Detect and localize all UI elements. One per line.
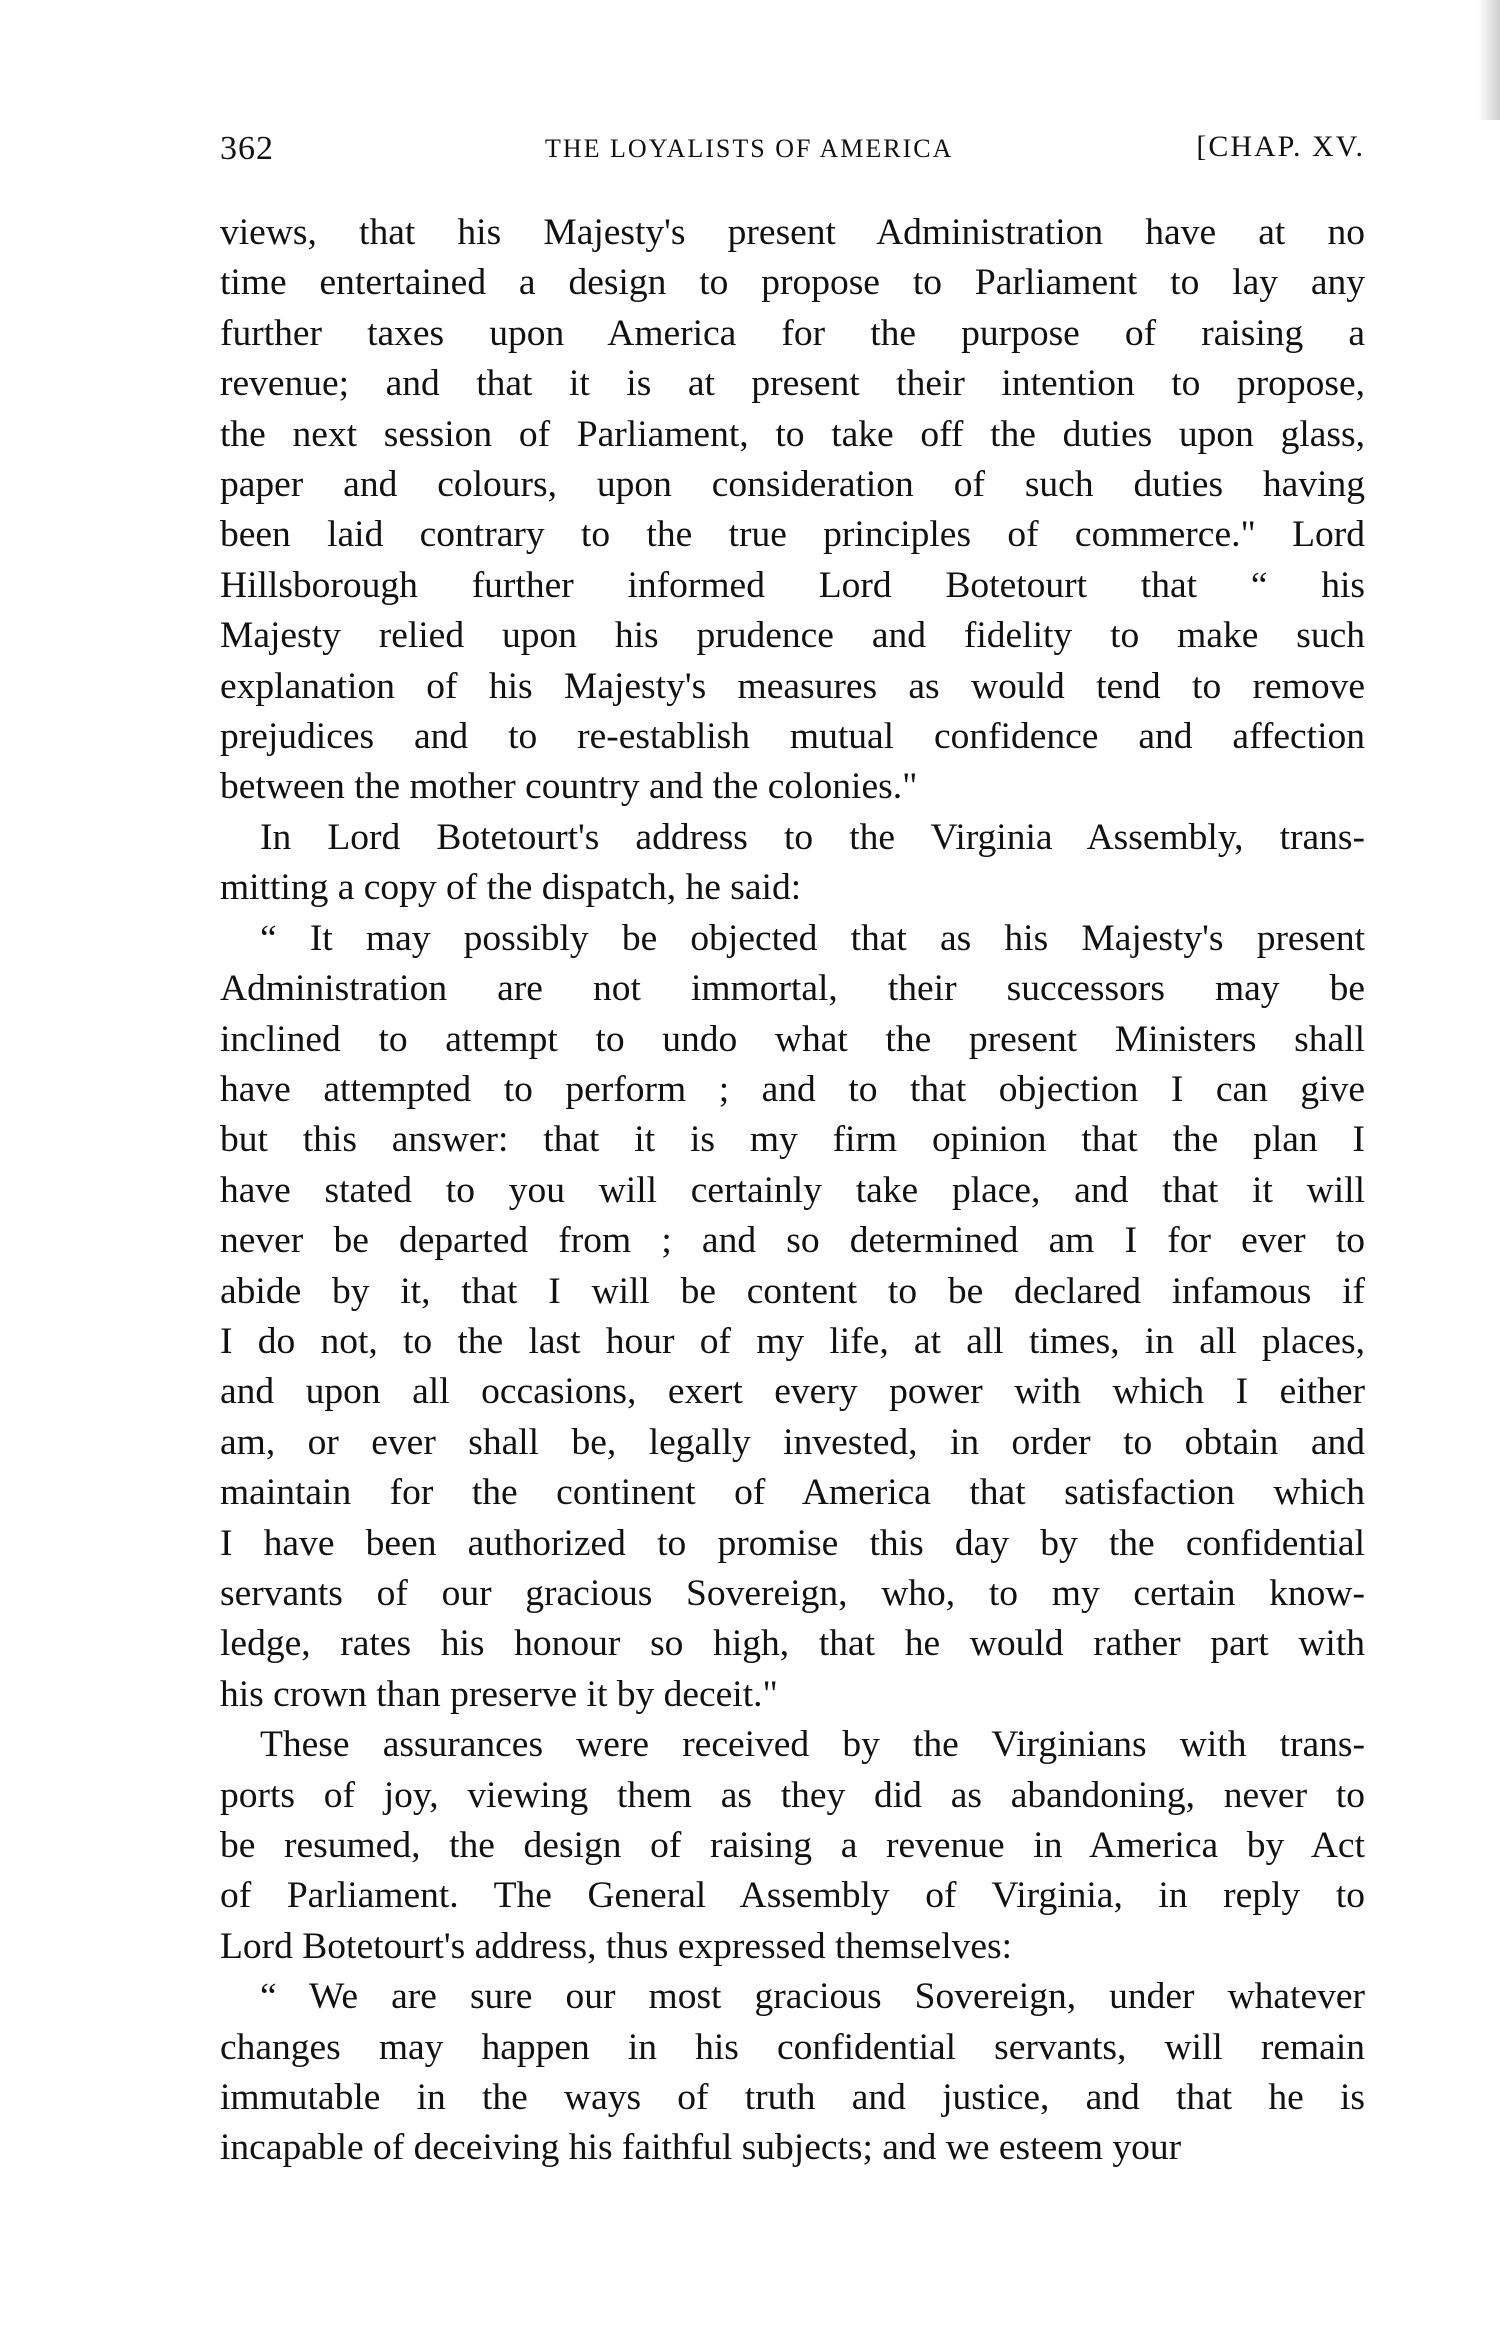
text-line: abide by it, that I will be content to be declared infamous if bbox=[220, 1270, 1365, 1312]
text-line: maintain for the continent of America that satisfaction which bbox=[220, 1472, 1365, 1514]
text-line: views, that his Majesty's present Administration have at no bbox=[220, 212, 1365, 253]
running-title: THE LOYALISTS OF AMERICA bbox=[545, 134, 954, 163]
text-line: incapable of deceiving his faithful subjects; and we esteem your bbox=[220, 2127, 1182, 2169]
paragraph bbox=[220, 1972, 1365, 2174]
text-line: ports of joy, viewing them as they did as abandoning, never to bbox=[220, 1774, 1365, 1816]
text-line: of Parliament. The General Assembly of Virginia, in reply to bbox=[220, 1875, 1365, 1917]
text-line: revenue; and that it is at present their intention to propose, bbox=[220, 363, 1365, 405]
text-line: the next session of Parliament, to take off the duties upon glass, bbox=[220, 413, 1365, 455]
text-line: These assurances were received by the Virginians with trans- bbox=[260, 1724, 1365, 1766]
text-line: inclined to attempt to undo what the present Ministers shall bbox=[220, 1018, 1365, 1060]
text-line: his crown than preserve it by deceit." bbox=[220, 1673, 778, 1715]
running-header bbox=[220, 130, 1365, 180]
book-page bbox=[220, 130, 1365, 2174]
paragraph bbox=[220, 208, 1365, 813]
text-line: further taxes upon America for the purpose of raising a bbox=[220, 312, 1365, 354]
text-line: changes may happen in his confidential servants, will remain bbox=[220, 2026, 1365, 2068]
text-line: time entertained a design to propose to Parliament to lay any bbox=[220, 262, 1365, 304]
text-line: and upon all occasions, exert every power with which I either bbox=[220, 1371, 1365, 1413]
text-line: but this answer: that it is my firm opinion that the plan I bbox=[220, 1119, 1365, 1161]
text-line: I do not, to the last hour of my life, at all times, in all places, bbox=[220, 1320, 1365, 1362]
text-line: have attempted to perform ; and to that objection I can give bbox=[220, 1068, 1365, 1110]
text-line: servants of our gracious Sovereign, who, to my certain know- bbox=[220, 1572, 1365, 1614]
text-line: am, or ever shall be, legally invested, in order to obtain and bbox=[220, 1421, 1365, 1463]
text-line: Majesty relied upon his prudence and fidelity to make such bbox=[220, 615, 1365, 657]
text-line: ledge, rates his honour so high, that he would rather part with bbox=[220, 1623, 1365, 1665]
text-line: “ It may possibly be objected that as his Majesty's present bbox=[260, 917, 1365, 959]
paragraph bbox=[220, 813, 1365, 914]
text-line: Hillsborough further informed Lord Botetourt that “ his bbox=[220, 564, 1365, 606]
text-line: been laid contrary to the true principles of commerce." Lord bbox=[220, 514, 1365, 556]
text-line: In Lord Botetourt's address to the Virginia Assembly, trans- bbox=[260, 816, 1365, 858]
page-number: 362 bbox=[220, 130, 274, 167]
body-text bbox=[220, 208, 1365, 2174]
text-line: be resumed, the design of raising a revenue in America by Act bbox=[220, 1825, 1365, 1866]
text-line: paper and colours, upon consideration of such duties having bbox=[220, 464, 1365, 506]
text-line: I have been authorized to promise this day by the confidential bbox=[220, 1522, 1365, 1564]
text-line: explanation of his Majesty's measures as would tend to remove bbox=[220, 665, 1365, 707]
text-line: never be departed from ; and so determined am I for ever to bbox=[220, 1220, 1365, 1262]
text-line: Administration are not immortal, their successors may be bbox=[220, 968, 1365, 1010]
text-line: have stated to you will certainly take place, and that it will bbox=[220, 1169, 1365, 1211]
page-edge-shadow bbox=[1478, 0, 1500, 120]
text-line: prejudices and to re-establish mutual confidence and affection bbox=[220, 716, 1365, 758]
text-line: between the mother country and the colonies." bbox=[220, 766, 918, 808]
text-line: immutable in the ways of truth and justice, and that he is bbox=[220, 2077, 1365, 2119]
chapter-mark: [CHAP. XV. bbox=[1196, 130, 1365, 163]
paragraph bbox=[220, 914, 1365, 1721]
text-line: mitting a copy of the dispatch, he said: bbox=[220, 867, 802, 909]
text-line: “ We are sure our most gracious Sovereign, under whatever bbox=[260, 1976, 1365, 2018]
text-line: Lord Botetourt's address, thus expressed themselves: bbox=[220, 1925, 1013, 1967]
paragraph bbox=[220, 1720, 1365, 1972]
